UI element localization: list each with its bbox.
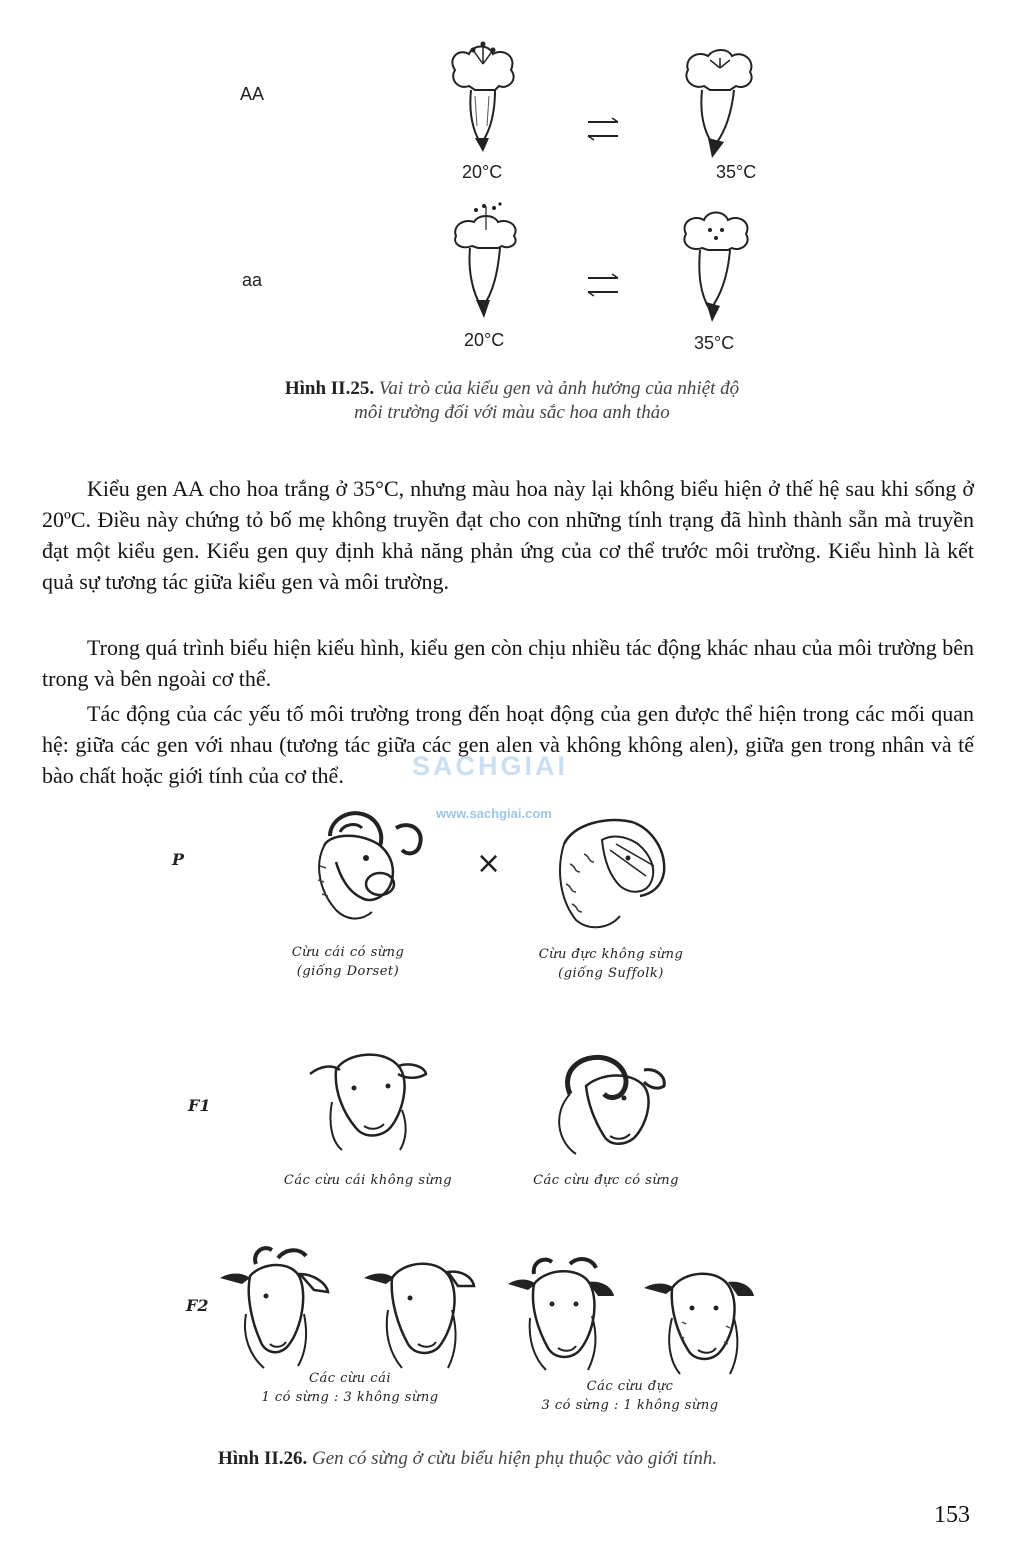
f2-left-label-line2: 1 có sừng : 3 không sừng [261, 1389, 439, 1405]
flower-aa-20C-drawing [448, 200, 528, 325]
watermark-url: www.sachgiai.com [436, 806, 552, 821]
p-left-label [268, 944, 428, 982]
figure-26-caption-text: Gen có sừng ở cừu biểu hiện phụ thuộc vào giới tính. [311, 1448, 718, 1469]
f2-right-label [520, 1378, 740, 1416]
figure-26-caption-label: Hình II.26. [218, 1448, 308, 1469]
p-left-label-line2: (giống Dorset) [296, 963, 400, 979]
body-paragraph-2: Trong quá trình biểu hiện kiểu hình, kiểu gen còn chịu nhiều tác động khác nhau của môi trường bên trong và bên ngoài cơ thể. [42, 635, 974, 691]
figure-25-caption-label: Hình II.25. [284, 378, 375, 399]
page-number: 153 [934, 1502, 970, 1528]
sheep-p-horned-ewe-drawing [300, 806, 434, 926]
flower-aa-35C-drawing [678, 204, 758, 329]
f2-left-label-line1: Các cừu cái [309, 1371, 391, 1386]
genotype-label-AA: AA [240, 84, 265, 104]
temp-label-aa-20C: 20°C [464, 330, 505, 350]
sheep-f2-horned-ram-1-drawing [504, 1254, 616, 1376]
sheep-f2-horned-ewe-drawing [216, 1244, 332, 1372]
p-right-label-line1: Cừu đực không sừng [538, 947, 684, 962]
temp-label-aa-35C: 35°C [694, 333, 735, 353]
generation-label-F1: F1 [188, 1096, 211, 1115]
cross-symbol: × [476, 846, 502, 881]
p-right-label-line2: (giống Suffolk) [558, 965, 664, 981]
f2-right-label-line1: Các cừu đực [586, 1379, 674, 1394]
f1-right-label: Các cừu đực có sừng [533, 1173, 679, 1188]
sheep-f2-hornless-ram-drawing [642, 1262, 758, 1378]
figure-25-caption-text-line1: Vai trò của kiểu gen và ảnh hưởng của nhiệt độ [378, 378, 740, 399]
temp-label-AA-35C: 35°C [716, 162, 757, 182]
generation-label-F2: F2 [186, 1296, 209, 1315]
reversible-arrow-row-1 [586, 116, 620, 142]
f1-left-label: Các cừu cái không sừng [283, 1173, 453, 1188]
flower-AA-35C-drawing [680, 46, 760, 166]
genotype-label-aa: aa [242, 270, 263, 290]
watermark-logo: SACHGIAI [412, 751, 569, 781]
p-right-label [526, 946, 696, 984]
temp-label-AA-20C: 20°C [462, 162, 503, 182]
sheep-f2-hornless-ewe-drawing [362, 1250, 478, 1374]
figure-25-caption [0, 378, 1024, 424]
generation-label-P: P [172, 850, 185, 869]
sheep-p-hornless-ram-drawing [554, 814, 676, 932]
reversible-arrow-row-2 [586, 272, 620, 298]
body-paragraph-3: Tác động của các yếu tố môi trường trong đến hoạt động của gen được thể hiện trong các mối quan hệ: giữa các gen với nhau (tương tác giữa các gen alen và không không alen), giữa gen trong nhân và tế bào chất hoặc giới tính của cơ thể. [42, 701, 974, 788]
p-left-label-line1: Cừu cái có sừng [291, 945, 405, 960]
body-paragraph-1: Kiểu gen AA cho hoa trắng ở 35°C, nhưng màu hoa này lại không biểu hiện ở thế hệ sau khi sống ở 20ºC. Điều này chứng tỏ bố mẹ không truyền đạt cho con những tính trạng đã hình thành sẵn mà truyền đạt một kiểu gen. Kiểu gen quy định khả năng phản ứng của cơ thể trước môi trường. Kiểu hình là kết quả sự tương tác giữa kiểu gen và môi trường. [42, 476, 974, 594]
f2-left-label [240, 1370, 460, 1408]
f2-right-label-line2: 3 có sừng : 1 không sừng [541, 1397, 719, 1413]
flower-AA-20C-drawing [445, 40, 525, 160]
sheep-f1-hornless-ewe-drawing [306, 1044, 430, 1152]
figure-25-caption-text-line2: môi trường đối với màu sắc hoa anh thảo [354, 402, 670, 423]
sheep-f1-horned-ram-drawing [546, 1050, 670, 1160]
figure-26-caption [218, 1448, 918, 1470]
